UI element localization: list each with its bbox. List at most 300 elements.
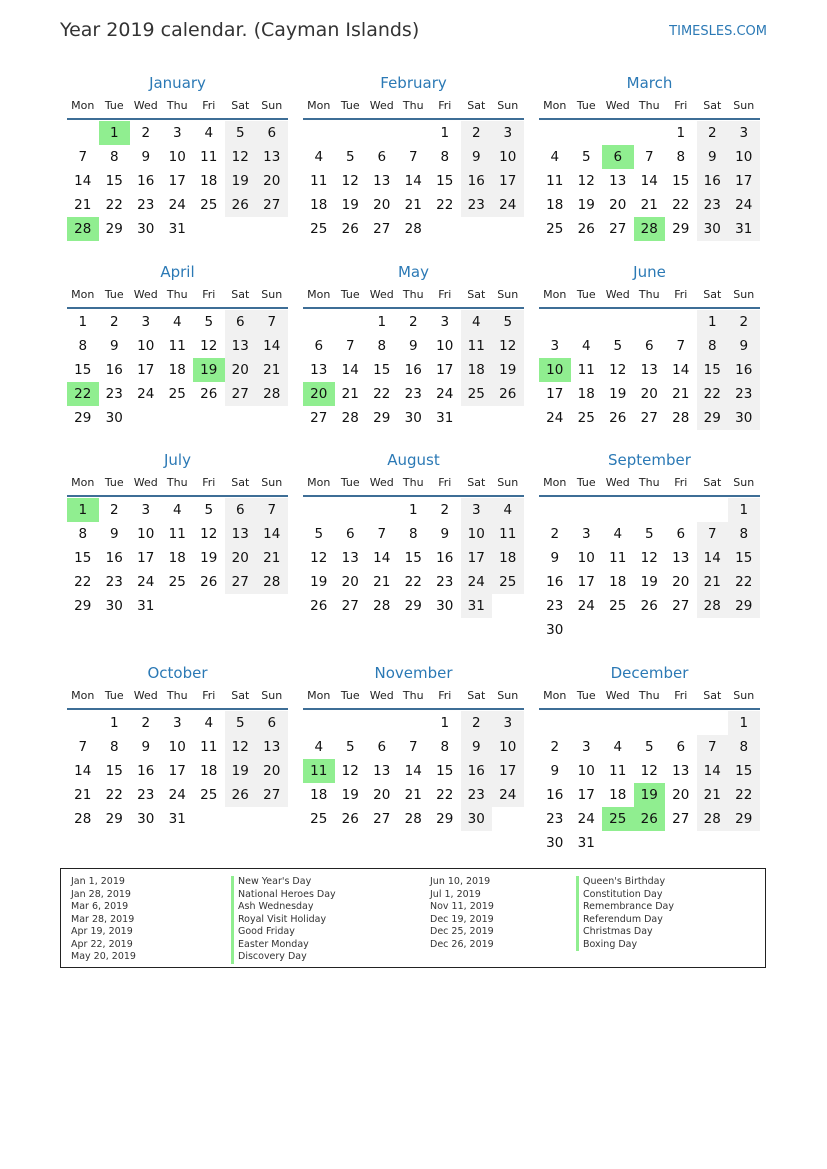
day-cell[interactable]: 8 bbox=[377, 338, 387, 354]
day-cell[interactable]: 30 bbox=[546, 835, 564, 851]
day-cell[interactable]: 24 bbox=[461, 570, 493, 594]
day-cell[interactable]: 2 bbox=[461, 121, 493, 145]
day-cell[interactable]: 19 bbox=[310, 574, 328, 590]
day-cell[interactable]: 18 bbox=[310, 197, 328, 213]
day-cell[interactable]: 13 bbox=[256, 735, 288, 759]
day-cell[interactable]: 30 bbox=[105, 410, 123, 426]
day-cell[interactable]: 21 bbox=[74, 197, 92, 213]
day-cell[interactable]: 18 bbox=[461, 358, 493, 382]
holiday-day-cell[interactable]: 25 bbox=[602, 807, 634, 831]
day-cell[interactable]: 20 bbox=[256, 169, 288, 193]
holiday-day-cell[interactable]: 1 bbox=[99, 121, 131, 145]
day-cell[interactable]: 29 bbox=[672, 221, 690, 237]
day-cell[interactable]: 21 bbox=[341, 386, 359, 402]
day-cell[interactable]: 5 bbox=[492, 310, 524, 334]
day-cell[interactable]: 7 bbox=[78, 739, 88, 755]
day-cell[interactable]: 3 bbox=[141, 502, 151, 518]
day-cell[interactable]: 16 bbox=[436, 550, 454, 566]
day-cell[interactable]: 26 bbox=[341, 221, 359, 237]
day-cell[interactable]: 21 bbox=[74, 787, 92, 803]
day-cell[interactable]: 13 bbox=[225, 522, 257, 546]
day-cell[interactable]: 14 bbox=[640, 173, 658, 189]
holiday-day-cell[interactable]: 22 bbox=[67, 382, 99, 406]
day-cell[interactable]: 17 bbox=[168, 763, 186, 779]
day-cell[interactable]: 21 bbox=[256, 546, 288, 570]
day-cell[interactable]: 12 bbox=[577, 173, 595, 189]
day-cell[interactable]: 17 bbox=[137, 362, 155, 378]
day-cell[interactable]: 25 bbox=[461, 382, 493, 406]
day-cell[interactable]: 15 bbox=[74, 362, 92, 378]
day-cell[interactable]: 6 bbox=[345, 526, 355, 542]
day-cell[interactable]: 21 bbox=[373, 574, 391, 590]
day-cell[interactable]: 21 bbox=[404, 197, 422, 213]
day-cell[interactable]: 11 bbox=[200, 739, 218, 755]
day-cell[interactable]: 16 bbox=[546, 574, 564, 590]
day-cell[interactable]: 17 bbox=[492, 169, 524, 193]
day-cell[interactable]: 21 bbox=[640, 197, 658, 213]
day-cell[interactable]: 22 bbox=[728, 570, 760, 594]
day-cell[interactable]: 29 bbox=[697, 406, 729, 430]
day-cell[interactable]: 14 bbox=[697, 546, 729, 570]
holiday-day-cell[interactable]: 19 bbox=[193, 358, 225, 382]
day-cell[interactable]: 29 bbox=[74, 410, 92, 426]
day-cell[interactable]: 23 bbox=[105, 386, 123, 402]
day-cell[interactable]: 10 bbox=[436, 338, 454, 354]
day-cell[interactable]: 24 bbox=[168, 787, 186, 803]
day-cell[interactable]: 24 bbox=[436, 386, 454, 402]
day-cell[interactable]: 13 bbox=[225, 334, 257, 358]
day-cell[interactable]: 6 bbox=[256, 711, 288, 735]
day-cell[interactable]: 18 bbox=[492, 546, 524, 570]
day-cell[interactable]: 16 bbox=[546, 787, 564, 803]
day-cell[interactable]: 1 bbox=[440, 715, 450, 731]
day-cell[interactable]: 24 bbox=[168, 197, 186, 213]
day-cell[interactable]: 13 bbox=[310, 362, 328, 378]
day-cell[interactable]: 27 bbox=[640, 410, 658, 426]
day-cell[interactable]: 6 bbox=[377, 149, 387, 165]
day-cell[interactable]: 21 bbox=[697, 570, 729, 594]
day-cell[interactable]: 12 bbox=[492, 334, 524, 358]
day-cell[interactable]: 11 bbox=[310, 173, 328, 189]
day-cell[interactable]: 30 bbox=[436, 598, 454, 614]
day-cell[interactable]: 27 bbox=[373, 221, 391, 237]
day-cell[interactable]: 20 bbox=[373, 197, 391, 213]
day-cell[interactable]: 27 bbox=[373, 811, 391, 827]
day-cell[interactable]: 16 bbox=[105, 550, 123, 566]
day-cell[interactable]: 23 bbox=[436, 574, 454, 590]
day-cell[interactable]: 25 bbox=[577, 410, 595, 426]
day-cell[interactable]: 24 bbox=[137, 386, 155, 402]
day-cell[interactable]: 25 bbox=[609, 598, 627, 614]
day-cell[interactable]: 29 bbox=[436, 811, 454, 827]
day-cell[interactable]: 26 bbox=[492, 382, 524, 406]
day-cell[interactable]: 10 bbox=[577, 550, 595, 566]
day-cell[interactable]: 25 bbox=[310, 811, 328, 827]
day-cell[interactable]: 17 bbox=[546, 386, 564, 402]
day-cell[interactable]: 20 bbox=[373, 787, 391, 803]
day-cell[interactable]: 6 bbox=[676, 739, 686, 755]
day-cell[interactable]: 9 bbox=[408, 338, 418, 354]
day-cell[interactable]: 8 bbox=[697, 334, 729, 358]
day-cell[interactable]: 12 bbox=[341, 763, 359, 779]
day-cell[interactable]: 19 bbox=[225, 169, 257, 193]
day-cell[interactable]: 19 bbox=[609, 386, 627, 402]
day-cell[interactable]: 23 bbox=[137, 197, 155, 213]
day-cell[interactable]: 28 bbox=[373, 598, 391, 614]
day-cell[interactable]: 6 bbox=[314, 338, 324, 354]
day-cell[interactable]: 12 bbox=[200, 338, 218, 354]
day-cell[interactable]: 25 bbox=[200, 197, 218, 213]
day-cell[interactable]: 7 bbox=[644, 149, 654, 165]
day-cell[interactable]: 27 bbox=[310, 410, 328, 426]
day-cell[interactable]: 2 bbox=[109, 314, 119, 330]
day-cell[interactable]: 27 bbox=[256, 783, 288, 807]
day-cell[interactable]: 6 bbox=[256, 121, 288, 145]
day-cell[interactable]: 18 bbox=[168, 550, 186, 566]
day-cell[interactable]: 25 bbox=[492, 570, 524, 594]
day-cell[interactable]: 21 bbox=[404, 787, 422, 803]
day-cell[interactable]: 4 bbox=[581, 338, 591, 354]
day-cell[interactable]: 28 bbox=[74, 811, 92, 827]
day-cell[interactable]: 8 bbox=[728, 522, 760, 546]
day-cell[interactable]: 1 bbox=[109, 715, 119, 731]
day-cell[interactable]: 2 bbox=[408, 314, 418, 330]
day-cell[interactable]: 24 bbox=[492, 783, 524, 807]
day-cell[interactable]: 22 bbox=[672, 197, 690, 213]
day-cell[interactable]: 29 bbox=[404, 598, 422, 614]
day-cell[interactable]: 19 bbox=[341, 197, 359, 213]
day-cell[interactable]: 19 bbox=[225, 759, 257, 783]
day-cell[interactable]: 15 bbox=[436, 763, 454, 779]
day-cell[interactable]: 16 bbox=[137, 173, 155, 189]
day-cell[interactable]: 22 bbox=[373, 386, 391, 402]
day-cell[interactable]: 18 bbox=[609, 787, 627, 803]
day-cell[interactable]: 2 bbox=[440, 502, 450, 518]
day-cell[interactable]: 23 bbox=[697, 193, 729, 217]
day-cell[interactable]: 2 bbox=[728, 310, 760, 334]
day-cell[interactable]: 31 bbox=[728, 217, 760, 241]
day-cell[interactable]: 29 bbox=[373, 410, 391, 426]
day-cell[interactable]: 30 bbox=[461, 807, 493, 831]
day-cell[interactable]: 26 bbox=[609, 410, 627, 426]
day-cell[interactable]: 8 bbox=[440, 739, 450, 755]
day-cell[interactable]: 23 bbox=[137, 787, 155, 803]
day-cell[interactable]: 27 bbox=[609, 221, 627, 237]
day-cell[interactable]: 29 bbox=[728, 807, 760, 831]
day-cell[interactable]: 9 bbox=[141, 149, 151, 165]
holiday-day-cell[interactable]: 6 bbox=[602, 145, 634, 169]
day-cell[interactable]: 7 bbox=[256, 498, 288, 522]
day-cell[interactable]: 3 bbox=[461, 498, 493, 522]
day-cell[interactable]: 23 bbox=[728, 382, 760, 406]
day-cell[interactable]: 9 bbox=[697, 145, 729, 169]
day-cell[interactable]: 16 bbox=[697, 169, 729, 193]
day-cell[interactable]: 15 bbox=[105, 763, 123, 779]
day-cell[interactable]: 25 bbox=[168, 574, 186, 590]
day-cell[interactable]: 10 bbox=[461, 522, 493, 546]
day-cell[interactable]: 7 bbox=[697, 735, 729, 759]
day-cell[interactable]: 13 bbox=[373, 763, 391, 779]
day-cell[interactable]: 12 bbox=[609, 362, 627, 378]
day-cell[interactable]: 6 bbox=[644, 338, 654, 354]
day-cell[interactable]: 13 bbox=[373, 173, 391, 189]
day-cell[interactable]: 9 bbox=[440, 526, 450, 542]
day-cell[interactable]: 16 bbox=[105, 362, 123, 378]
day-cell[interactable]: 30 bbox=[404, 410, 422, 426]
day-cell[interactable]: 15 bbox=[436, 173, 454, 189]
day-cell[interactable]: 25 bbox=[546, 221, 564, 237]
day-cell[interactable]: 17 bbox=[137, 550, 155, 566]
day-cell[interactable]: 26 bbox=[310, 598, 328, 614]
day-cell[interactable]: 27 bbox=[672, 811, 690, 827]
day-cell[interactable]: 28 bbox=[672, 410, 690, 426]
day-cell[interactable]: 5 bbox=[225, 711, 257, 735]
day-cell[interactable]: 20 bbox=[225, 358, 257, 382]
day-cell[interactable]: 11 bbox=[609, 550, 627, 566]
day-cell[interactable]: 5 bbox=[581, 149, 591, 165]
day-cell[interactable]: 16 bbox=[461, 169, 493, 193]
day-cell[interactable]: 8 bbox=[440, 149, 450, 165]
day-cell[interactable]: 17 bbox=[461, 546, 493, 570]
day-cell[interactable]: 7 bbox=[377, 526, 387, 542]
day-cell[interactable]: 18 bbox=[577, 386, 595, 402]
day-cell[interactable]: 11 bbox=[577, 362, 595, 378]
day-cell[interactable]: 19 bbox=[577, 197, 595, 213]
day-cell[interactable]: 31 bbox=[436, 410, 454, 426]
day-cell[interactable]: 4 bbox=[314, 149, 324, 165]
day-cell[interactable]: 4 bbox=[613, 739, 623, 755]
day-cell[interactable]: 2 bbox=[141, 715, 151, 731]
day-cell[interactable]: 31 bbox=[461, 594, 493, 618]
day-cell[interactable]: 26 bbox=[200, 574, 218, 590]
day-cell[interactable]: 4 bbox=[172, 314, 182, 330]
day-cell[interactable]: 15 bbox=[672, 173, 690, 189]
day-cell[interactable]: 25 bbox=[310, 221, 328, 237]
holiday-day-cell[interactable]: 19 bbox=[634, 783, 666, 807]
day-cell[interactable]: 9 bbox=[109, 526, 119, 542]
day-cell[interactable]: 4 bbox=[492, 498, 524, 522]
day-cell[interactable]: 20 bbox=[225, 546, 257, 570]
day-cell[interactable]: 24 bbox=[137, 574, 155, 590]
day-cell[interactable]: 6 bbox=[225, 498, 257, 522]
day-cell[interactable]: 3 bbox=[492, 711, 524, 735]
day-cell[interactable]: 6 bbox=[676, 526, 686, 542]
day-cell[interactable]: 23 bbox=[404, 386, 422, 402]
day-cell[interactable]: 24 bbox=[577, 598, 595, 614]
day-cell[interactable]: 14 bbox=[697, 759, 729, 783]
day-cell[interactable]: 6 bbox=[225, 310, 257, 334]
day-cell[interactable]: 28 bbox=[697, 594, 729, 618]
day-cell[interactable]: 21 bbox=[256, 358, 288, 382]
day-cell[interactable]: 2 bbox=[109, 502, 119, 518]
day-cell[interactable]: 7 bbox=[345, 338, 355, 354]
day-cell[interactable]: 18 bbox=[200, 173, 218, 189]
day-cell[interactable]: 13 bbox=[672, 763, 690, 779]
day-cell[interactable]: 28 bbox=[404, 221, 422, 237]
holiday-day-cell[interactable]: 28 bbox=[67, 217, 99, 241]
day-cell[interactable]: 17 bbox=[577, 574, 595, 590]
day-cell[interactable]: 14 bbox=[341, 362, 359, 378]
day-cell[interactable]: 17 bbox=[436, 362, 454, 378]
day-cell[interactable]: 6 bbox=[377, 739, 387, 755]
day-cell[interactable]: 20 bbox=[609, 197, 627, 213]
day-cell[interactable]: 18 bbox=[168, 362, 186, 378]
day-cell[interactable]: 2 bbox=[697, 121, 729, 145]
day-cell[interactable]: 1 bbox=[728, 711, 760, 735]
day-cell[interactable]: 29 bbox=[728, 594, 760, 618]
day-cell[interactable]: 22 bbox=[436, 197, 454, 213]
day-cell[interactable]: 5 bbox=[345, 149, 355, 165]
day-cell[interactable]: 28 bbox=[341, 410, 359, 426]
day-cell[interactable]: 14 bbox=[404, 763, 422, 779]
day-cell[interactable]: 25 bbox=[200, 787, 218, 803]
holiday-day-cell[interactable]: 10 bbox=[539, 358, 571, 382]
day-cell[interactable]: 22 bbox=[105, 787, 123, 803]
day-cell[interactable]: 5 bbox=[613, 338, 623, 354]
day-cell[interactable]: 28 bbox=[256, 570, 288, 594]
holiday-day-cell[interactable]: 11 bbox=[303, 759, 335, 783]
day-cell[interactable]: 4 bbox=[613, 526, 623, 542]
day-cell[interactable]: 9 bbox=[109, 338, 119, 354]
day-cell[interactable]: 27 bbox=[256, 193, 288, 217]
day-cell[interactable]: 30 bbox=[105, 598, 123, 614]
day-cell[interactable]: 3 bbox=[492, 121, 524, 145]
day-cell[interactable]: 22 bbox=[436, 787, 454, 803]
day-cell[interactable]: 16 bbox=[404, 362, 422, 378]
day-cell[interactable]: 26 bbox=[225, 783, 257, 807]
day-cell[interactable]: 14 bbox=[74, 173, 92, 189]
day-cell[interactable]: 23 bbox=[546, 811, 564, 827]
day-cell[interactable]: 29 bbox=[74, 598, 92, 614]
day-cell[interactable]: 7 bbox=[408, 739, 418, 755]
day-cell[interactable]: 26 bbox=[640, 598, 658, 614]
day-cell[interactable]: 14 bbox=[373, 550, 391, 566]
day-cell[interactable]: 4 bbox=[172, 502, 182, 518]
day-cell[interactable]: 4 bbox=[461, 310, 493, 334]
day-cell[interactable]: 15 bbox=[728, 546, 760, 570]
day-cell[interactable]: 5 bbox=[314, 526, 324, 542]
day-cell[interactable]: 20 bbox=[341, 574, 359, 590]
day-cell[interactable]: 27 bbox=[225, 570, 257, 594]
day-cell[interactable]: 11 bbox=[546, 173, 564, 189]
day-cell[interactable]: 31 bbox=[577, 835, 595, 851]
day-cell[interactable]: 16 bbox=[461, 759, 493, 783]
day-cell[interactable]: 30 bbox=[137, 221, 155, 237]
day-cell[interactable]: 30 bbox=[697, 217, 729, 241]
day-cell[interactable]: 14 bbox=[74, 763, 92, 779]
day-cell[interactable]: 20 bbox=[672, 787, 690, 803]
day-cell[interactable]: 17 bbox=[168, 173, 186, 189]
day-cell[interactable]: 15 bbox=[105, 173, 123, 189]
day-cell[interactable]: 15 bbox=[728, 759, 760, 783]
day-cell[interactable]: 12 bbox=[225, 145, 257, 169]
day-cell[interactable]: 9 bbox=[550, 763, 560, 779]
day-cell[interactable]: 25 bbox=[168, 386, 186, 402]
day-cell[interactable]: 13 bbox=[672, 550, 690, 566]
day-cell[interactable]: 10 bbox=[168, 149, 186, 165]
day-cell[interactable]: 13 bbox=[640, 362, 658, 378]
day-cell[interactable]: 7 bbox=[256, 310, 288, 334]
day-cell[interactable]: 10 bbox=[492, 735, 524, 759]
day-cell[interactable]: 20 bbox=[640, 386, 658, 402]
day-cell[interactable]: 8 bbox=[728, 735, 760, 759]
day-cell[interactable]: 31 bbox=[168, 811, 186, 827]
day-cell[interactable]: 23 bbox=[546, 598, 564, 614]
day-cell[interactable]: 17 bbox=[492, 759, 524, 783]
day-cell[interactable]: 14 bbox=[672, 362, 690, 378]
day-cell[interactable]: 31 bbox=[168, 221, 186, 237]
day-cell[interactable]: 15 bbox=[404, 550, 422, 566]
day-cell[interactable]: 10 bbox=[577, 763, 595, 779]
day-cell[interactable]: 4 bbox=[204, 125, 214, 141]
day-cell[interactable]: 11 bbox=[492, 522, 524, 546]
day-cell[interactable]: 7 bbox=[408, 149, 418, 165]
day-cell[interactable]: 30 bbox=[546, 622, 564, 638]
day-cell[interactable]: 11 bbox=[168, 338, 186, 354]
day-cell[interactable]: 20 bbox=[672, 574, 690, 590]
day-cell[interactable]: 27 bbox=[341, 598, 359, 614]
day-cell[interactable]: 28 bbox=[697, 807, 729, 831]
day-cell[interactable]: 9 bbox=[461, 735, 493, 759]
day-cell[interactable]: 14 bbox=[404, 173, 422, 189]
day-cell[interactable]: 23 bbox=[105, 574, 123, 590]
day-cell[interactable]: 10 bbox=[728, 145, 760, 169]
day-cell[interactable]: 26 bbox=[225, 193, 257, 217]
day-cell[interactable]: 16 bbox=[728, 358, 760, 382]
day-cell[interactable]: 12 bbox=[341, 173, 359, 189]
day-cell[interactable]: 5 bbox=[644, 739, 654, 755]
day-cell[interactable]: 24 bbox=[728, 193, 760, 217]
day-cell[interactable]: 9 bbox=[141, 739, 151, 755]
day-cell[interactable]: 8 bbox=[78, 526, 88, 542]
holiday-day-cell[interactable]: 28 bbox=[634, 217, 666, 241]
day-cell[interactable]: 23 bbox=[461, 783, 493, 807]
day-cell[interactable]: 14 bbox=[256, 522, 288, 546]
day-cell[interactable]: 11 bbox=[609, 763, 627, 779]
day-cell[interactable]: 20 bbox=[256, 759, 288, 783]
day-cell[interactable]: 2 bbox=[141, 125, 151, 141]
day-cell[interactable]: 29 bbox=[105, 221, 123, 237]
day-cell[interactable]: 15 bbox=[373, 362, 391, 378]
day-cell[interactable]: 18 bbox=[546, 197, 564, 213]
day-cell[interactable]: 27 bbox=[672, 598, 690, 614]
day-cell[interactable]: 29 bbox=[105, 811, 123, 827]
day-cell[interactable]: 4 bbox=[550, 149, 560, 165]
day-cell[interactable]: 3 bbox=[172, 125, 182, 141]
day-cell[interactable]: 8 bbox=[78, 338, 88, 354]
holiday-day-cell[interactable]: 1 bbox=[67, 498, 99, 522]
day-cell[interactable]: 8 bbox=[408, 526, 418, 542]
day-cell[interactable]: 19 bbox=[492, 358, 524, 382]
day-cell[interactable]: 26 bbox=[577, 221, 595, 237]
day-cell[interactable]: 24 bbox=[546, 410, 564, 426]
day-cell[interactable]: 9 bbox=[550, 550, 560, 566]
day-cell[interactable]: 3 bbox=[172, 715, 182, 731]
day-cell[interactable]: 10 bbox=[492, 145, 524, 169]
day-cell[interactable]: 30 bbox=[137, 811, 155, 827]
day-cell[interactable]: 7 bbox=[78, 149, 88, 165]
day-cell[interactable]: 10 bbox=[137, 338, 155, 354]
day-cell[interactable]: 16 bbox=[137, 763, 155, 779]
day-cell[interactable]: 8 bbox=[109, 149, 119, 165]
day-cell[interactable]: 3 bbox=[581, 526, 591, 542]
day-cell[interactable]: 12 bbox=[225, 735, 257, 759]
day-cell[interactable]: 12 bbox=[640, 550, 658, 566]
day-cell[interactable]: 13 bbox=[256, 145, 288, 169]
day-cell[interactable]: 15 bbox=[697, 358, 729, 382]
day-cell[interactable]: 14 bbox=[256, 334, 288, 358]
day-cell[interactable]: 28 bbox=[256, 382, 288, 406]
